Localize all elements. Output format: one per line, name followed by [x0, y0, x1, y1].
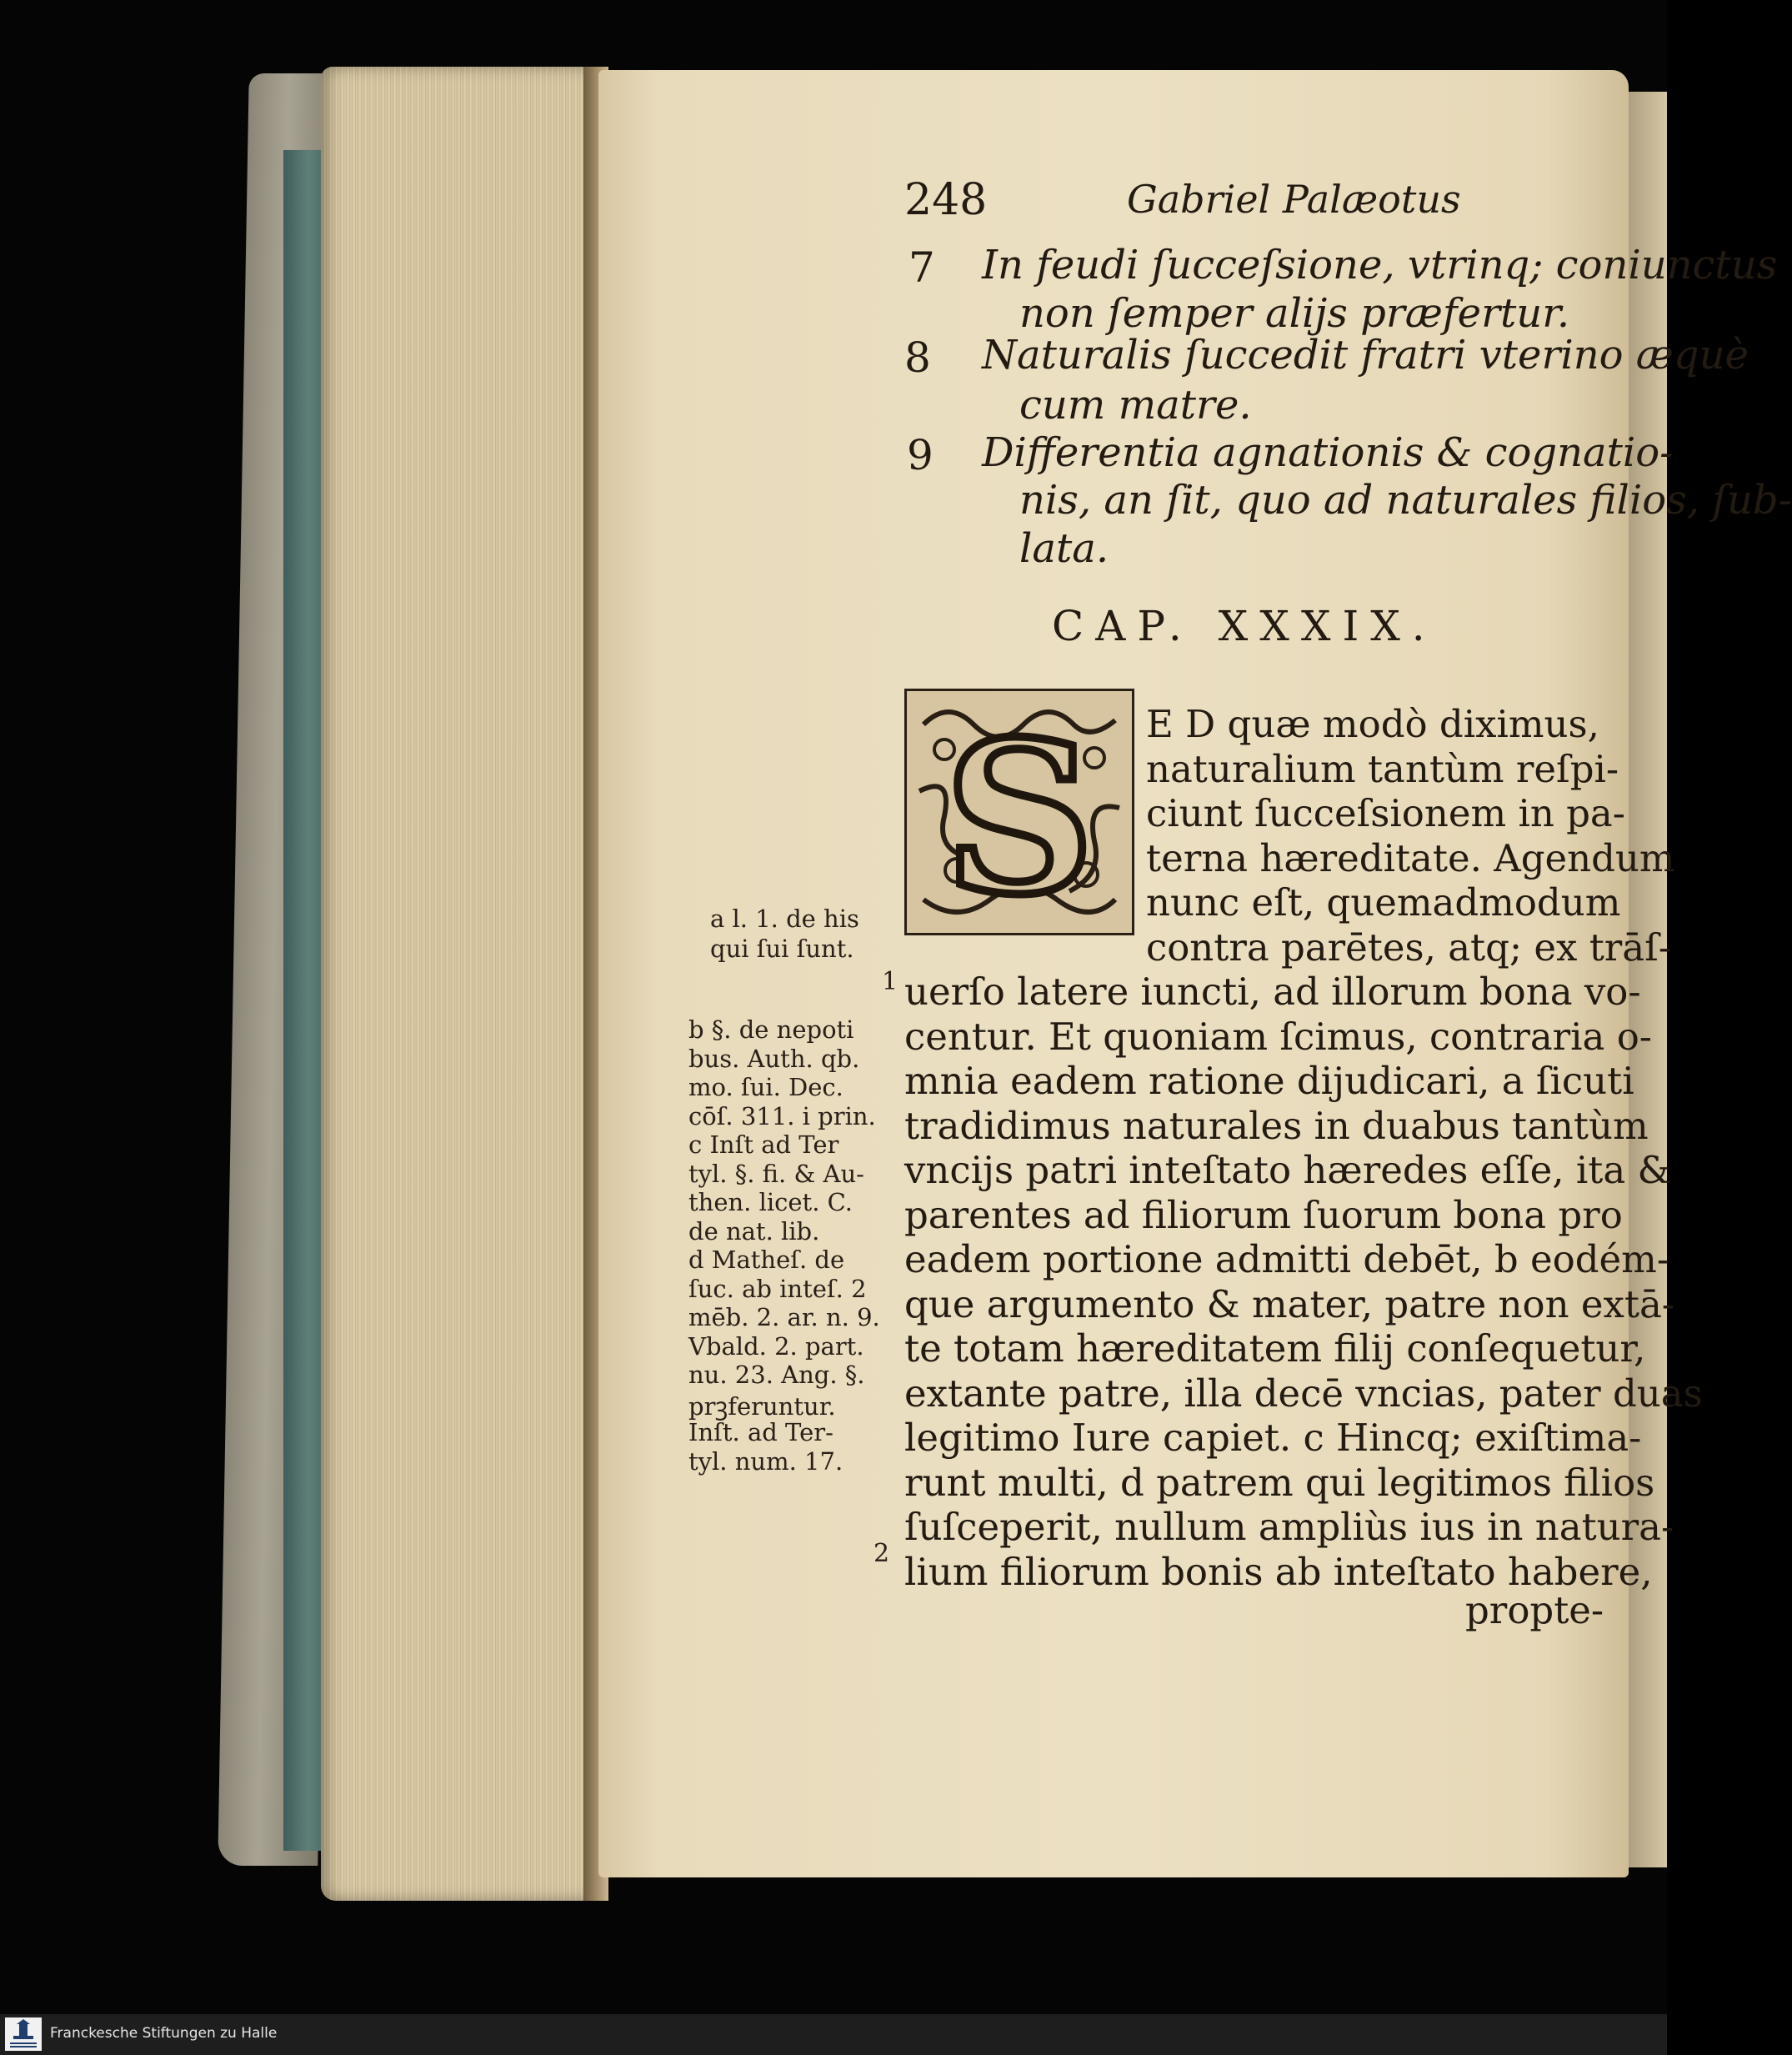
summary-number: 7	[909, 243, 935, 292]
body-line: eadem portione admitti debēt, b eodém-	[904, 1237, 1670, 1281]
margin-note-line: Inſt. ad Ter-	[688, 1418, 833, 1446]
summary-line: In feudi ſucceſsione, vtrinq; coniunctus	[982, 242, 1778, 288]
body-line: uerſo latere iuncti, ad illorum bona vo-	[904, 970, 1641, 1014]
body-line: nunc eſt, quemadmodum	[1146, 880, 1621, 925]
margin-note-line: bus. Auth. qb.	[688, 1044, 860, 1073]
body-line: E D quæ modò diximus,	[1146, 702, 1599, 746]
body-line: terna hæreditate. Agendum	[1146, 835, 1675, 880]
summary-number: 8	[904, 333, 931, 382]
summary-line: nis, an ſit, quo ad naturales filios, ſub-	[1019, 477, 1792, 524]
body-line: lium filiorum bonis ab inteſtato habere,	[904, 1549, 1653, 1594]
margin-number: 2	[873, 1539, 890, 1568]
margin-note-line: Vbald. 2. part.	[688, 1331, 864, 1361]
body-line: runt multi, d patrem qui legitimos filios	[904, 1460, 1655, 1505]
summary-number: 9	[907, 431, 934, 479]
margin-note-line: c Inſt ad Ter	[688, 1130, 839, 1159]
summary-line: Naturalis ſuccedit fratri vterino æquè	[982, 332, 1749, 378]
margin-note-line: b §. de nepoti	[688, 1015, 854, 1044]
margin-note-line: ſuc. ab inteſ. 2	[688, 1274, 867, 1303]
summary-line: lata.	[1019, 525, 1109, 572]
svg-text:S: S	[944, 695, 1095, 940]
chapter-heading: CAP. XXXIX.	[1052, 602, 1437, 650]
margin-note-line: d Matheſ. de	[688, 1246, 845, 1274]
body-line: legitimo Iure capiet. c Hincq; exiſtima-	[904, 1416, 1642, 1460]
margin-note-line: then. licet. C.	[688, 1188, 853, 1216]
body-line: te totam hæreditatem filij conſequetur,	[904, 1326, 1646, 1371]
margin-note-line: tyl. §. fi. & Au-	[688, 1159, 864, 1188]
body-line: ciunt ſucceſsionem in pa-	[1146, 791, 1625, 835]
summary-line: cum matre.	[1019, 382, 1252, 429]
margin-note-line: cōſ. 311. i prin.	[688, 1101, 876, 1130]
body-line: naturalium tantùm reſpi-	[1146, 746, 1619, 791]
margin-note-line: prꝫferuntur.	[688, 1391, 836, 1421]
running-head: Gabriel Palæotus	[1127, 177, 1461, 222]
margin-note-line: mēb. 2. ar. n. 9.	[688, 1303, 880, 1331]
footer-label: Franckesche Stiftungen zu Halle	[50, 2025, 278, 2042]
margin-note-line: tyl. num. 17.	[688, 1446, 843, 1476]
body-line: centur. Et quoniam ſcimus, contraria o-	[904, 1014, 1652, 1059]
page-number: 248	[904, 175, 988, 225]
page-block-edges	[321, 67, 596, 1901]
summary-line: Differentia agnationis & cognatio-	[982, 429, 1674, 476]
margin-note-line: a l. 1. de his	[710, 905, 859, 933]
margin-number: 1	[882, 967, 899, 996]
body-line: ſuſceperit, nullum ampliùs ius in natura-	[904, 1505, 1674, 1549]
body-line: mnia eadem ratione dijudicari, a ſicuti	[904, 1059, 1634, 1103]
foundation-logo-icon	[5, 2017, 42, 2051]
decorated-initial	[904, 689, 1134, 940]
summary-line: non ſemper alijs præfertur.	[1019, 290, 1570, 337]
margin-note-line: nu. 23. Ang. §.	[688, 1361, 865, 1389]
catchword: propte-	[1465, 1588, 1604, 1632]
ornamental-s-icon	[907, 691, 1132, 940]
body-line: contra parētes, atq; ex trāſ-	[1146, 925, 1671, 970]
margin-note-line: qui ſui ſunt.	[710, 935, 854, 963]
body-line: tradidimus naturales in duabus tantùm	[904, 1103, 1649, 1148]
margin-note-line: mo. ſui. Dec.	[688, 1073, 843, 1101]
body-line: vncijs patri inteſtato hæredes eſſe, ita &	[904, 1148, 1671, 1192]
body-line: parentes ad filiorum ſuorum bona pro	[904, 1192, 1623, 1237]
footer-bar	[0, 2014, 1667, 2055]
body-line: extante patre, illa decē vncias, pater duas	[904, 1371, 1703, 1416]
margin-note-line: de nat. lib.	[688, 1216, 820, 1246]
body-line: que argumento & mater, patre non extā-	[904, 1281, 1675, 1326]
